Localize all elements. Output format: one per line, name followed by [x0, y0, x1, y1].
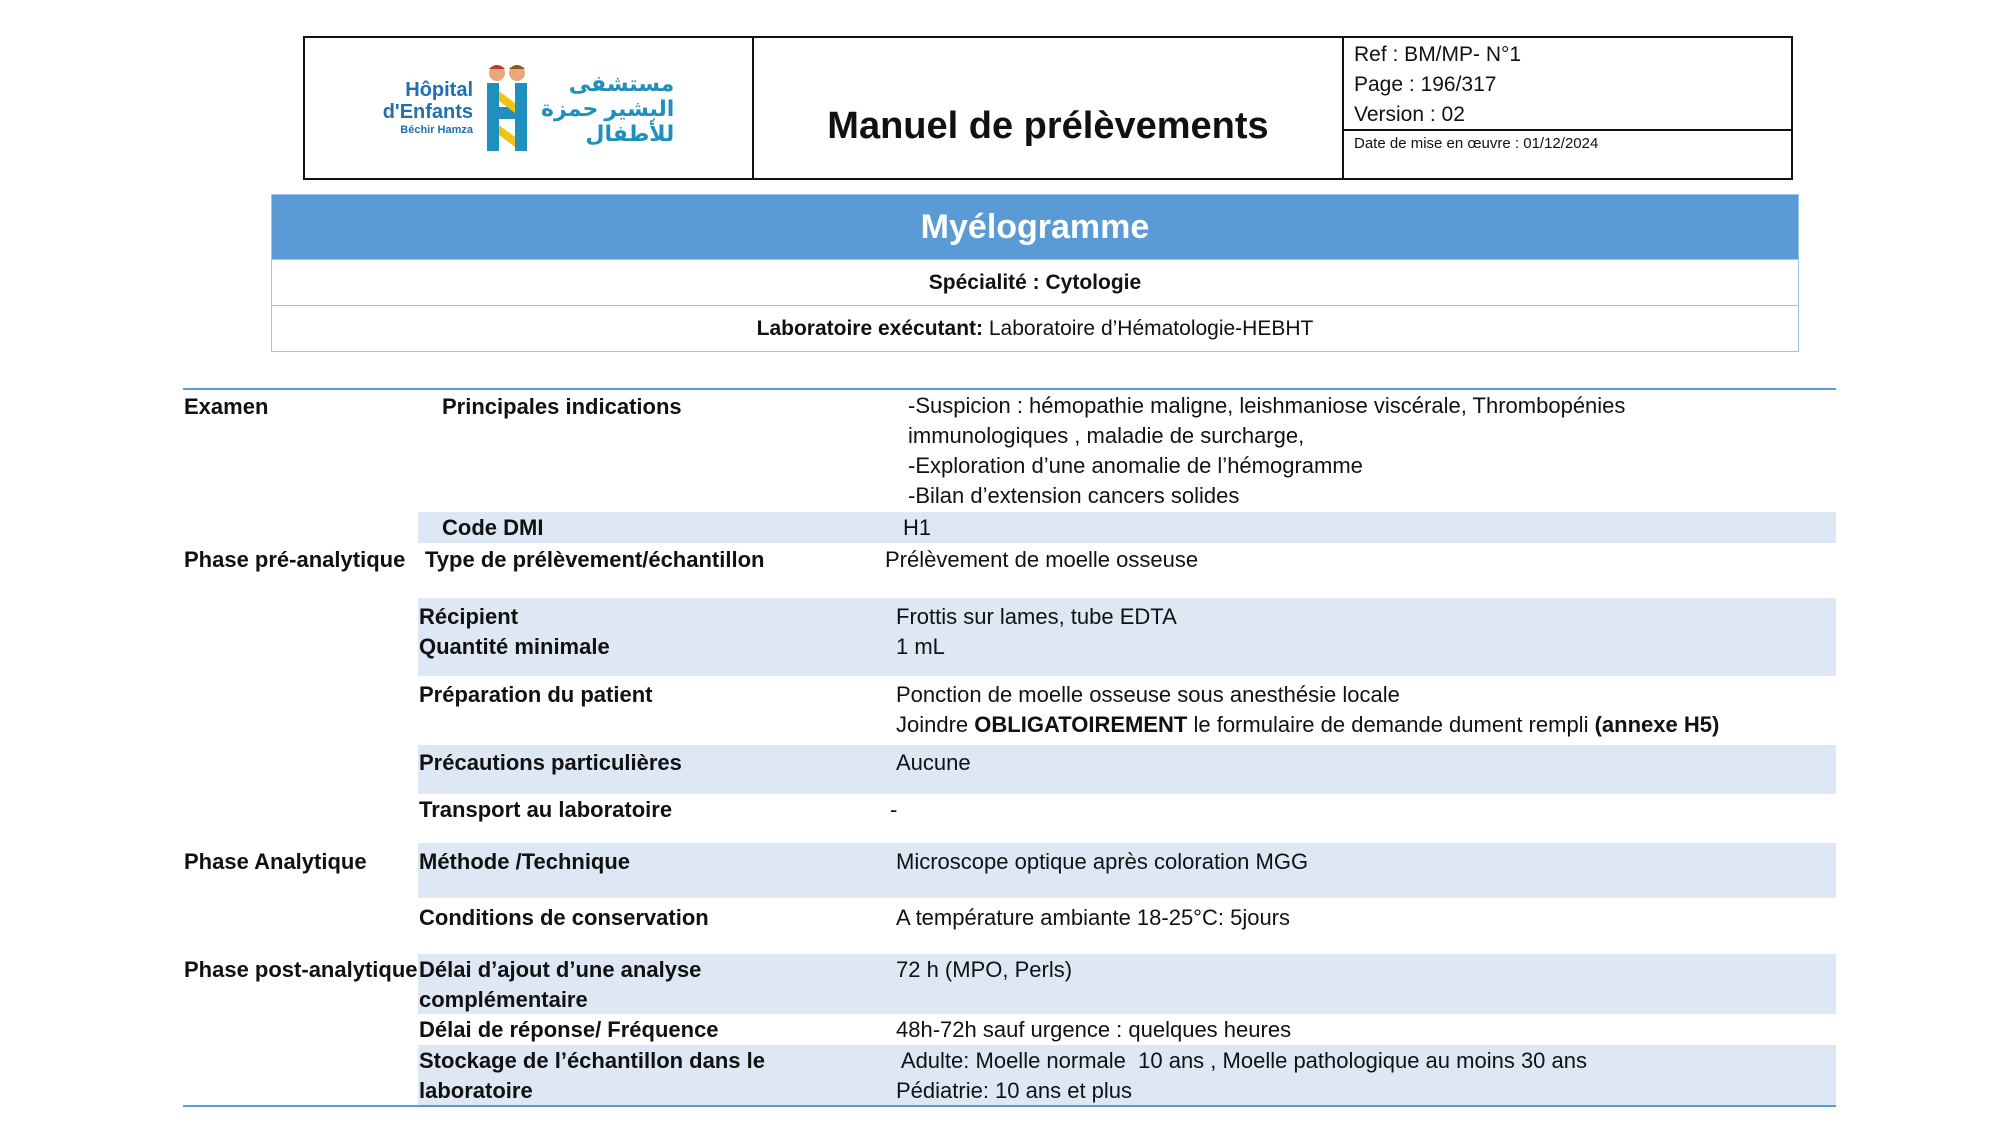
logo-arabic-text	[541, 71, 674, 146]
stockage-value-1: Adulte: Moelle normale 10 ans , Moelle pathologique au moins 30 ans	[896, 1048, 1587, 1073]
indications-line-1: -Suspicion : hémopathie maligne, leishmaniose viscérale, Thrombopénies	[908, 393, 1626, 418]
quantite-value: 1 mL	[896, 634, 945, 659]
preparation-joindre: Joindre	[896, 712, 975, 737]
delai-ajout-label-2: complémentaire	[419, 987, 588, 1012]
indications-label: Principales indications	[442, 394, 682, 419]
ref-number: Ref : BM/MP- N°1	[1354, 43, 1522, 66]
reference-cell	[1344, 38, 1791, 178]
stockage-value-2: Pédiatrie: 10 ans et plus	[896, 1078, 1133, 1103]
indications-line-3: -Exploration d’une anomalie de l’hémogramme	[908, 453, 1363, 478]
exam-banner	[271, 194, 1799, 352]
hospital-logo	[383, 63, 675, 153]
logo-cell	[305, 38, 754, 178]
title-cell	[754, 38, 1344, 178]
precautions-label: Précautions particulières	[419, 750, 682, 775]
indications-line-4: -Bilan d’extension cancers solides	[908, 483, 1240, 508]
preparation-label: Préparation du patient	[419, 682, 653, 707]
code-dmi-value: H1	[903, 515, 932, 540]
section-pre-analytique: Phase pré-analytique	[184, 547, 406, 572]
laboratoire-row	[272, 305, 1798, 351]
specialite-row: Spécialité : Cytologie	[272, 259, 1798, 305]
version-number: Version : 02	[1354, 103, 1465, 126]
delai-reponse-value: 48h-72h sauf urgence : quelques heures	[896, 1017, 1292, 1042]
quantite-label: Quantité minimale	[419, 634, 610, 659]
type-prelevement-label: Type de prélèvement/échantillon	[425, 547, 765, 572]
stockage-label-2: laboratoire	[419, 1078, 533, 1103]
logo-fr-line3: Béchir Hamza	[400, 124, 474, 136]
document-title: Manuel de prélèvements	[827, 105, 1269, 147]
delai-ajout-value: 72 h (MPO, Perls)	[896, 957, 1073, 982]
indications-line-2: immunologiques , maladie de surcharge,	[908, 423, 1305, 448]
section-analytique: Phase Analytique	[184, 849, 367, 874]
exam-title: Myélogramme	[272, 195, 1798, 259]
document-header	[303, 36, 1793, 180]
stockage-label-1: Stockage de l’échantillon dans le	[419, 1048, 765, 1073]
conservation-value: A température ambiante 18-25°C: 5jours	[896, 905, 1291, 930]
recipient-value: Frottis sur lames, tube EDTA	[896, 604, 1177, 629]
logo-fr-line1: Hôpital	[405, 79, 474, 101]
logo-french-text	[383, 79, 473, 137]
preparation-line-2	[896, 710, 1719, 740]
recipient-label: Récipient	[419, 604, 519, 629]
laboratoire-label: Laboratoire exécutant:	[756, 317, 984, 340]
band-code-dmi	[418, 512, 1836, 543]
delai-ajout-label-1: Délai d’ajout d’une analyse	[419, 957, 702, 982]
preparation-obligatoirement: OBLIGATOIREMENT	[974, 712, 1188, 737]
hospital-children-icon	[483, 63, 531, 153]
laboratoire-value: Laboratoire d’Hématologie-HEBHT	[983, 317, 1314, 340]
section-post-analytique: Phase post-analytique	[184, 957, 418, 982]
conservation-label: Conditions de conservation	[419, 905, 709, 930]
delai-reponse-label: Délai de réponse/ Fréquence	[419, 1017, 719, 1042]
logo-ar-line1: مستشفى	[568, 70, 675, 96]
logo-ar-line3: للأطفال	[585, 120, 675, 146]
transport-value: -	[890, 797, 898, 822]
page-number: Page : 196/317	[1354, 73, 1497, 96]
type-prelevement-value: Prélèvement de moelle osseuse	[885, 547, 1199, 572]
reference-info	[1344, 38, 1791, 131]
preparation-formulaire: le formulaire de demande dument rempli	[1187, 712, 1595, 737]
logo-ar-line2: البشير حمزة	[541, 95, 675, 121]
methode-value: Microscope optique après coloration MGG	[896, 849, 1309, 874]
preparation-annexe: (annexe H5)	[1594, 712, 1720, 737]
precautions-value: Aucune	[896, 750, 971, 775]
table-top-rule	[183, 388, 1836, 390]
code-dmi-label: Code DMI	[442, 515, 544, 540]
implementation-date: Date de mise en œuvre : 01/12/2024	[1354, 135, 1599, 152]
logo-fr-line2: d'Enfants	[382, 101, 474, 123]
section-examen: Examen	[184, 394, 269, 419]
methode-label: Méthode /Technique	[419, 849, 631, 874]
transport-label: Transport au laboratoire	[419, 797, 673, 822]
preparation-line-1: Ponction de moelle osseuse sous anesthésie locale	[896, 682, 1400, 707]
